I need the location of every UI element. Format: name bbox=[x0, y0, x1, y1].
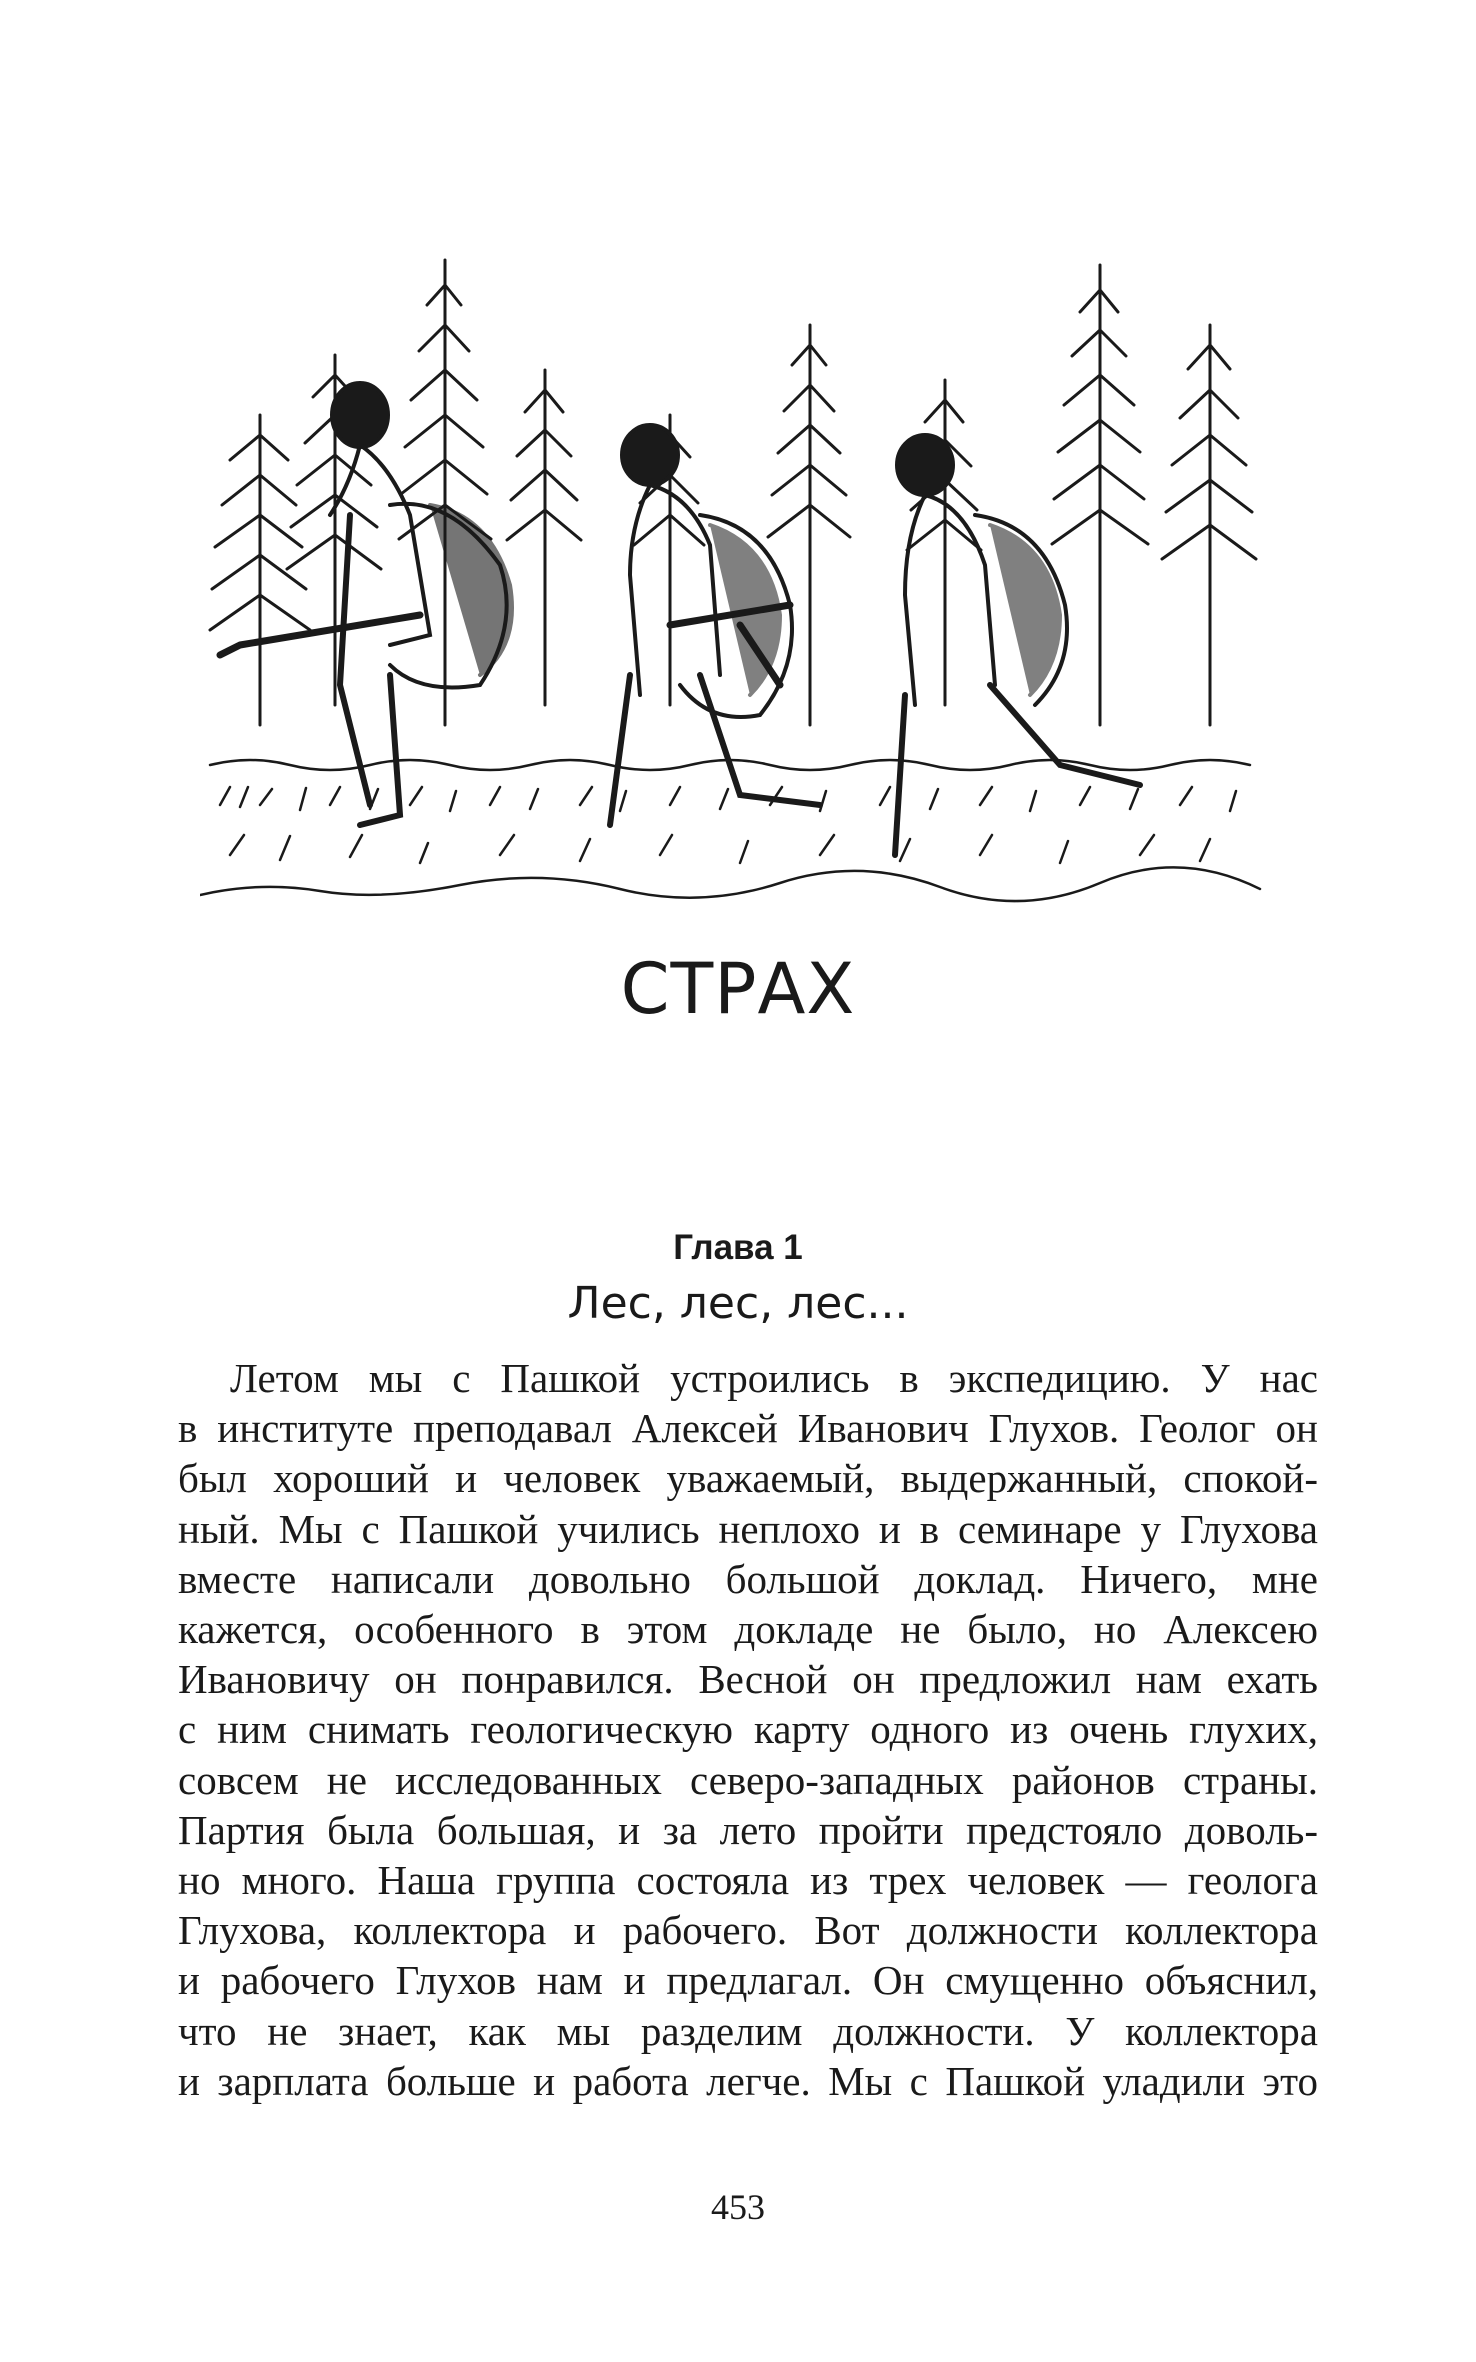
spruce-trees bbox=[210, 260, 1256, 725]
text-line: вместе написали довольно большой доклад. Ничего, мне bbox=[178, 1555, 1318, 1602]
forest-hikers-illustration bbox=[200, 205, 1270, 905]
text-line: но много. Наша группа состояла из трех человек — геолога bbox=[178, 1857, 1318, 1904]
grass-ground bbox=[200, 760, 1260, 901]
text-line: совсем не исследованных северо-западных районов страны. bbox=[178, 1756, 1318, 1803]
body-text bbox=[178, 1353, 1318, 2106]
ink-drawing bbox=[200, 205, 1270, 905]
hiker-right bbox=[895, 435, 1140, 855]
page-number: 453 bbox=[711, 2187, 765, 2227]
hiker-center bbox=[610, 425, 820, 825]
text-line: кажется, особенного в этом докладе не было, но Алексею bbox=[178, 1606, 1318, 1653]
text-line: в институте преподавал Алексей Иванович Глухов. Геолог он bbox=[178, 1405, 1318, 1452]
text-line: с ним снимать геологическую карту одного из очень глухих, bbox=[178, 1706, 1318, 1753]
text-line: Глухова, коллектора и рабочего. Вот должности коллектора bbox=[178, 1907, 1318, 1954]
text-line: был хороший и человек уважаемый, выдержанный, спокой- bbox=[178, 1455, 1318, 1502]
text-line: и зарплата больше и работа легче. Мы с Пашкой уладили это bbox=[178, 2057, 1318, 2104]
chapter-number: Глава 1 bbox=[673, 1228, 803, 1267]
chapter-title: Лес, лес, лес... bbox=[567, 1278, 909, 1329]
text-line: и рабочего Глухов нам и предлагал. Он смущенно объяснил, bbox=[178, 1957, 1318, 2004]
text-line: Летом мы с Пашкой устроились в экспедицию. У нас bbox=[230, 1355, 1318, 1401]
hiker-left bbox=[220, 383, 512, 825]
text-line: ный. Мы с Пашкой учились неплохо и в семинаре у Глухова bbox=[178, 1505, 1318, 1552]
story-title: СТРАХ bbox=[620, 948, 856, 1030]
text-line: Партия была большая, и за лето пройти предстояло доволь- bbox=[178, 1806, 1318, 1853]
text-line: что не знает, как мы разделим должности. У коллектора bbox=[178, 2007, 1318, 2054]
text-line: Ивановичу он понравился. Весной он предложил нам ехать bbox=[178, 1656, 1318, 1703]
